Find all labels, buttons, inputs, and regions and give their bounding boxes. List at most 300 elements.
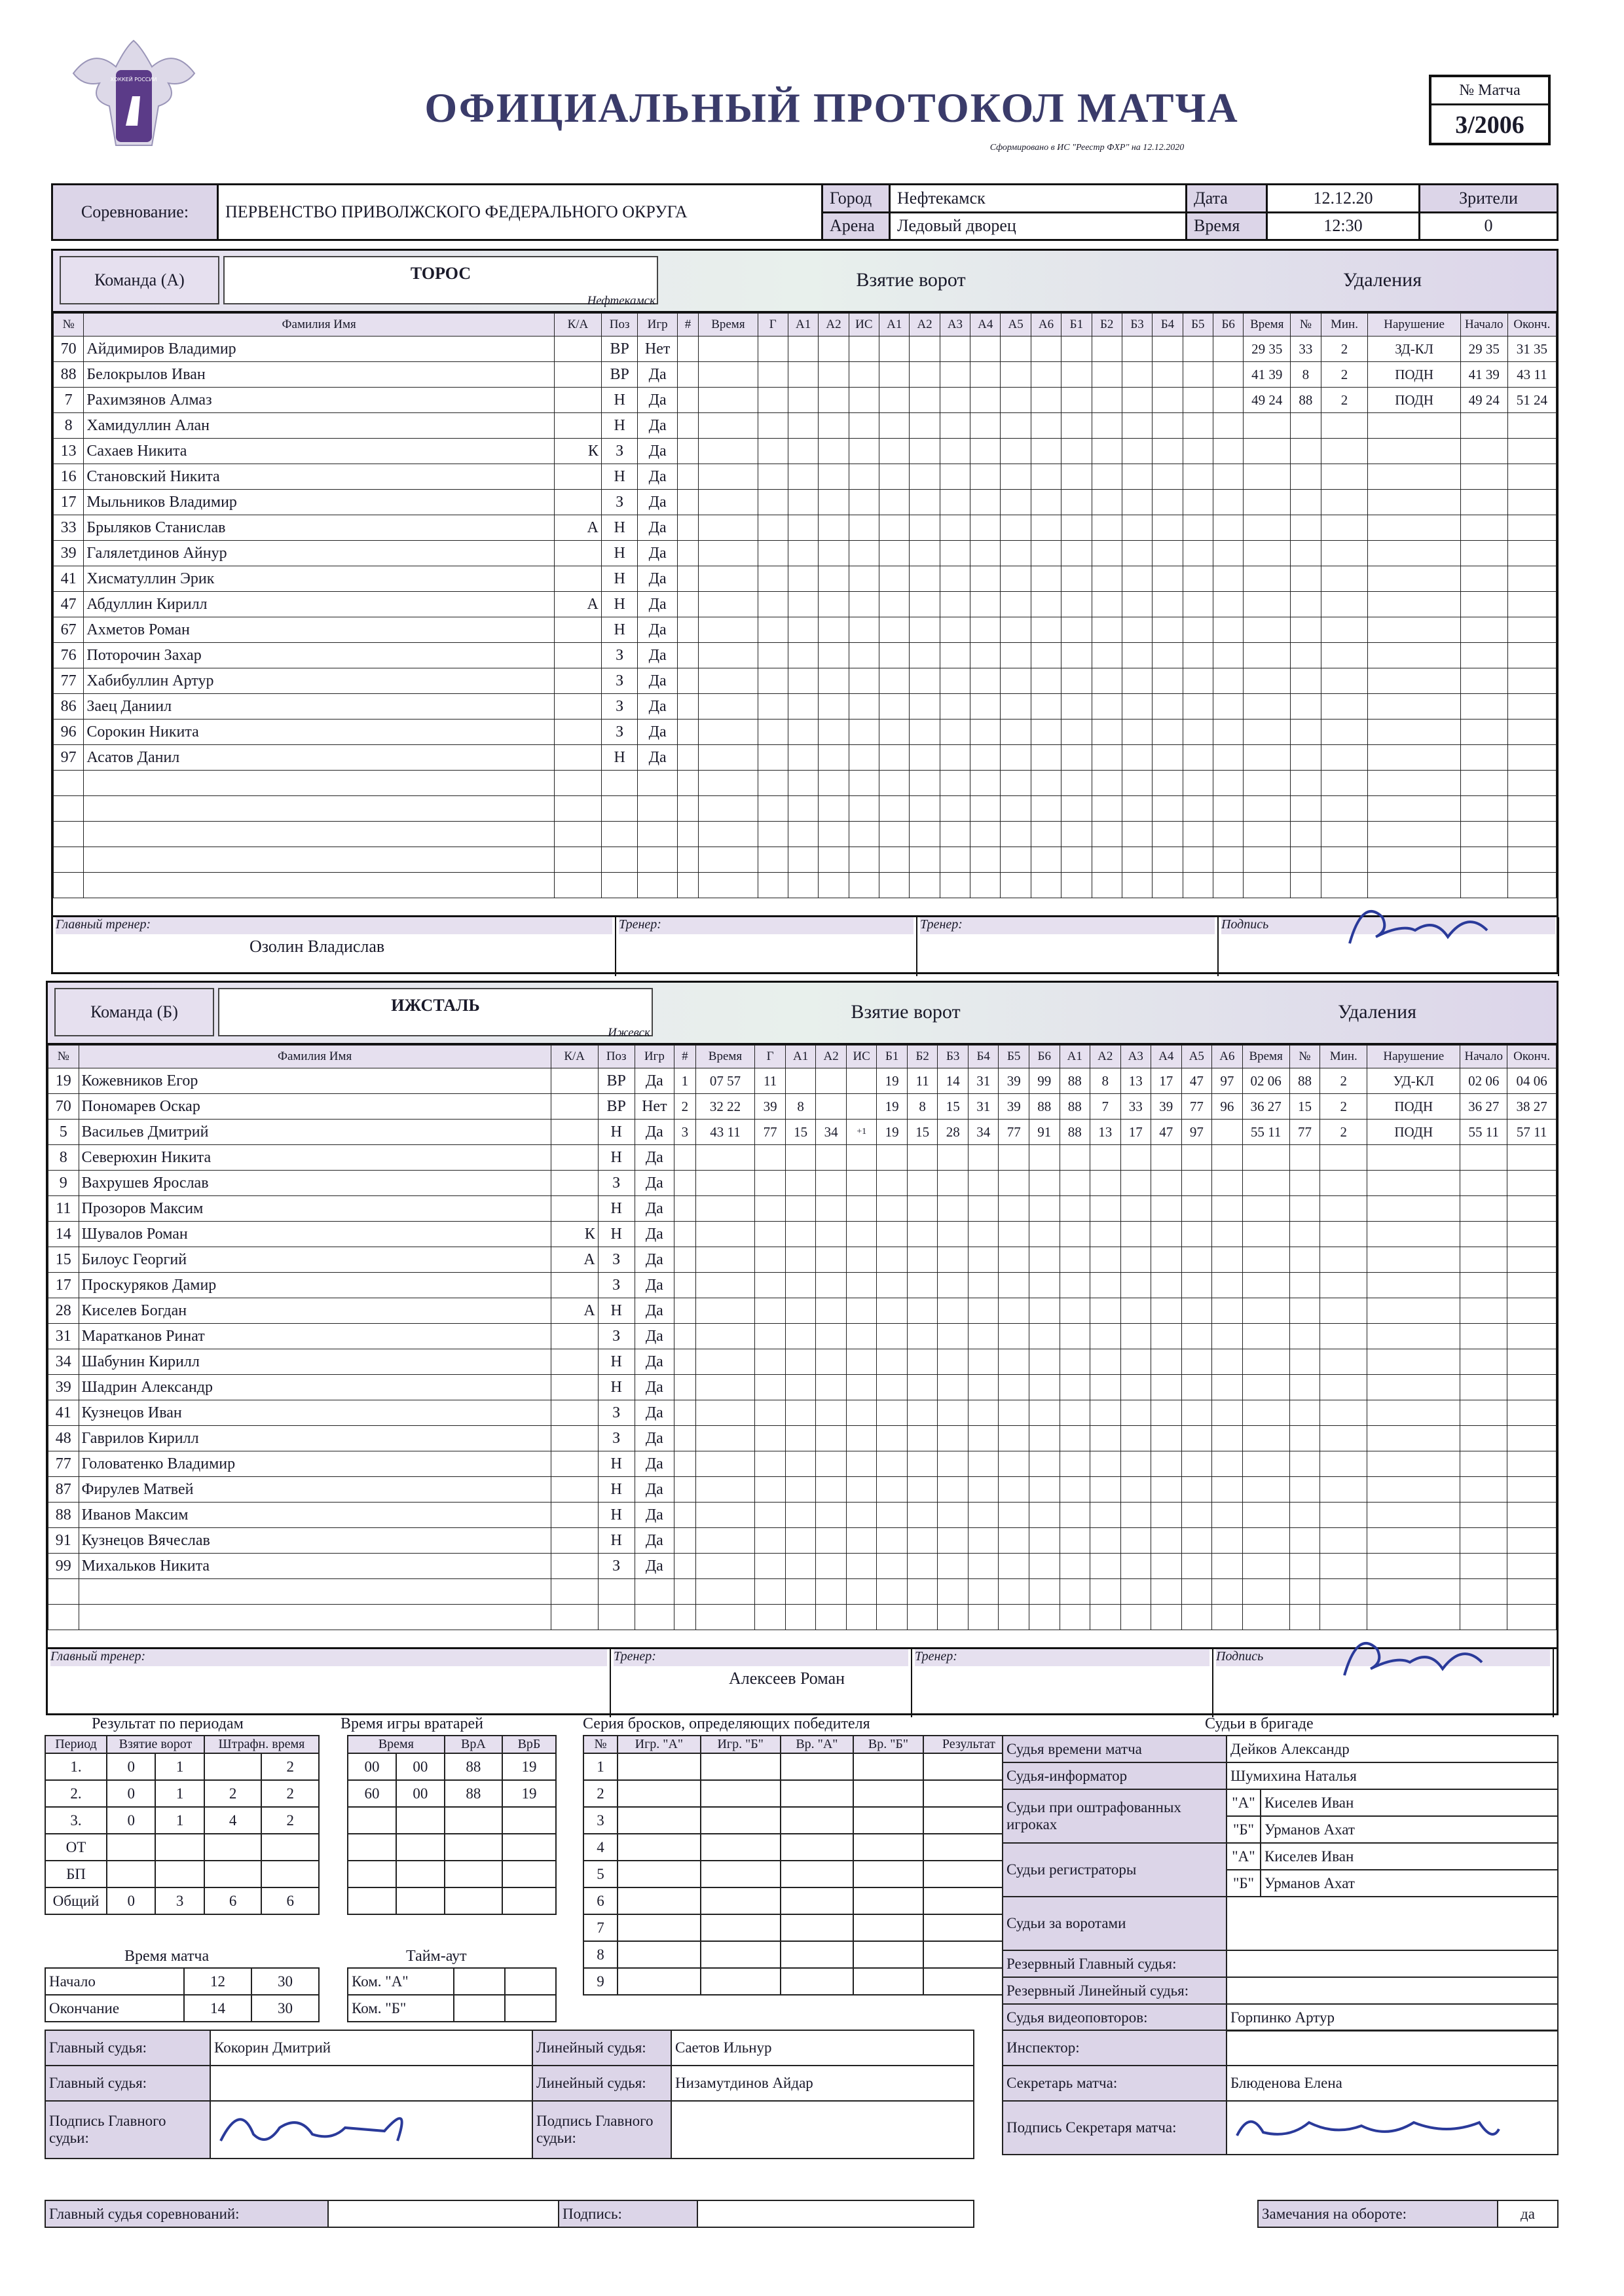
penalty-start [1460, 464, 1507, 490]
goal-cell [785, 1324, 816, 1349]
goal-cell [879, 873, 910, 898]
period-penalty [204, 1861, 262, 1887]
goal-cell [1153, 643, 1183, 668]
goal-cell [938, 1171, 969, 1196]
penalty-minutes [1321, 822, 1368, 847]
goal-cell: 31 [968, 1094, 999, 1120]
player-ka [551, 1451, 598, 1477]
table-row [348, 1861, 556, 1887]
player-ka [551, 1171, 598, 1196]
shootout-cell [618, 1968, 701, 1995]
teamB-roster-table [48, 1045, 1557, 1630]
player-number [54, 822, 84, 847]
penalty-minutes: 2 [1321, 388, 1368, 413]
penalty-start [1460, 1554, 1507, 1579]
goal-cell [910, 796, 940, 822]
goal-cell [1029, 1247, 1060, 1273]
goal-cell [970, 490, 1001, 515]
penalty-minutes [1320, 1196, 1367, 1222]
goal-cell [1122, 566, 1152, 592]
table-row [583, 1887, 1014, 1914]
goal-cell [1061, 592, 1092, 617]
coach-label: Тренер: [614, 1649, 908, 1666]
penalty-player-no [1291, 515, 1321, 541]
player-ka [554, 720, 601, 745]
goal-cell [755, 1375, 786, 1400]
penalty-violation [1367, 1298, 1460, 1324]
goal-cell: 88 [1060, 1094, 1090, 1120]
penalty-player-no [1289, 1349, 1320, 1375]
match-start-min: 30 [251, 1968, 319, 1995]
goal-cell [785, 1554, 816, 1579]
penalty-time [1244, 745, 1291, 771]
team-label: Команда (Б) [54, 988, 214, 1036]
goal-cell [695, 1171, 755, 1196]
team-header-band [48, 983, 1557, 1045]
goal-cell [999, 1324, 1029, 1349]
goal-cell [907, 1426, 938, 1451]
goal-cell [940, 847, 970, 873]
goal-cell [816, 1222, 847, 1247]
penalty-violation: УД-КЛ [1367, 1068, 1460, 1094]
penalty-violation [1367, 1349, 1460, 1375]
goal-cell [879, 592, 910, 617]
goal-cell [1001, 720, 1031, 745]
penalty-start [1460, 1451, 1507, 1477]
goal-cell [1120, 1196, 1151, 1222]
goal-cell [877, 1324, 908, 1349]
goal-cell [758, 464, 788, 490]
goal-cell: 88 [1060, 1068, 1090, 1094]
penalty-end [1507, 643, 1556, 668]
goal-cell [1031, 464, 1061, 490]
goal-cell [849, 745, 879, 771]
goals-col-header: # [674, 1046, 696, 1068]
goals-col-header: Время [699, 314, 758, 337]
goal-cell [877, 1528, 908, 1554]
goal-cell: 39 [999, 1094, 1029, 1120]
goal-cell [1090, 1273, 1121, 1298]
table-row [48, 1349, 1557, 1375]
goal-cell [1060, 1196, 1090, 1222]
goal-cell [1060, 1579, 1090, 1605]
player-played: Да [638, 694, 677, 720]
goal-cell [846, 1171, 877, 1196]
period-penalty [204, 1834, 262, 1861]
penalty-col-header: Нарушение [1368, 314, 1460, 337]
penalty-time-sec: 06 [1267, 1072, 1282, 1089]
penalty-end [1507, 720, 1556, 745]
goal-cell [1151, 1426, 1182, 1451]
goal-cell [819, 617, 849, 643]
goal-cell [758, 541, 788, 566]
player-played: Да [638, 566, 677, 592]
penalty-player-no: 15 [1289, 1094, 1320, 1120]
penalty-player-no: 77 [1289, 1120, 1320, 1145]
goal-cell [785, 1451, 816, 1477]
player-ka [551, 1528, 598, 1554]
goal-cell [816, 1554, 847, 1579]
goal-cell [1153, 566, 1183, 592]
goal-cell [1122, 490, 1152, 515]
table-row [48, 1528, 1557, 1554]
goal-cell [699, 362, 758, 388]
penalty-end [1507, 1094, 1557, 1120]
shootout-cell [853, 1807, 923, 1834]
goal-cell [758, 388, 788, 413]
penalty-end [1507, 1503, 1557, 1528]
player-name: Брыляков Станислав [84, 515, 555, 541]
penalty-minutes: 2 [1321, 362, 1368, 388]
goal-cell [758, 592, 788, 617]
goal-cell [695, 1579, 755, 1605]
goal-cell [846, 1349, 877, 1375]
goalie-cell [348, 1887, 396, 1914]
penalty-end [1507, 1579, 1557, 1605]
penalty-time-sec: 27 [1267, 1098, 1282, 1114]
goal-cell [1181, 1298, 1212, 1324]
players-name-header: Фамилия Имя [79, 1046, 551, 1068]
goal-cell [1151, 1298, 1182, 1324]
goals-col-header: А1 [785, 1046, 816, 1068]
player-number: 13 [54, 439, 84, 464]
player-position: Н [601, 464, 638, 490]
table-row [45, 1861, 319, 1887]
penalty-time-min: 36 [1250, 1098, 1264, 1114]
player-name: Хамидуллин Алан [84, 413, 555, 439]
goal-cell [1183, 541, 1213, 566]
player-name: Шувалов Роман [79, 1222, 551, 1247]
penalty-time [1244, 515, 1291, 541]
goal-cell [785, 1528, 816, 1554]
goal-cell [819, 720, 849, 745]
goal-cell [940, 388, 970, 413]
penalty-time [1244, 822, 1291, 847]
player-number: 7 [54, 388, 84, 413]
player-number: 17 [54, 490, 84, 515]
goal-cell [1092, 592, 1122, 617]
goal-cell [999, 1375, 1029, 1400]
player-position: Н [598, 1528, 635, 1554]
competition-value: ПЕРВЕНСТВО ПРИВОЛЖСКОГО ФЕДЕРАЛЬНОГО ОКРУГА [218, 185, 822, 240]
main-ref-signature-label: Подпись Главного судьи: [45, 2101, 210, 2159]
goal-cell [1060, 1426, 1090, 1451]
player-position: Н [598, 1196, 635, 1222]
goal-cell [938, 1375, 969, 1400]
table-row [48, 1477, 1557, 1503]
goal-cell [1092, 643, 1122, 668]
penalty-player-no [1289, 1247, 1320, 1273]
player-ka [554, 643, 601, 668]
table-row [45, 1834, 319, 1861]
table-row [54, 464, 1557, 490]
penalty-end [1507, 592, 1556, 617]
goal-cell [819, 362, 849, 388]
player-played: Да [635, 1451, 674, 1477]
goal-cell [674, 1145, 696, 1171]
goal-cell [1212, 1375, 1243, 1400]
goal-cell [1031, 822, 1061, 847]
timeout-table [347, 1967, 557, 2022]
penalty-minutes: 2 [1320, 1120, 1367, 1145]
penalty-start [1460, 745, 1507, 771]
goal-cell [758, 847, 788, 873]
goal-cell [1122, 694, 1152, 720]
match-time-title: Время матча [124, 1948, 210, 1965]
penalty-start [1460, 1247, 1507, 1273]
match-time-table [45, 1967, 320, 2022]
goal-cell [907, 1196, 938, 1222]
period-goals: 1 [155, 1807, 204, 1834]
goal-cell [695, 1094, 755, 1120]
goal-cell [907, 1273, 938, 1298]
inspector-label: Инспектор: [1003, 2030, 1227, 2066]
player-ka [551, 1375, 598, 1400]
player-name: Прозоров Максим [79, 1196, 551, 1222]
goal-cell [1212, 1426, 1243, 1451]
player-played: Да [638, 515, 677, 541]
penalty-violation [1367, 1222, 1460, 1247]
penalty-col-header: Оконч. [1507, 1046, 1557, 1068]
penalty-end [1507, 439, 1556, 464]
goalie-cell [502, 1861, 556, 1887]
penalty-time [1244, 566, 1291, 592]
match-info-table [51, 183, 1559, 241]
penalty-time-sec: 24 [1268, 392, 1283, 408]
penalty-time [1244, 464, 1291, 490]
goal-cell: 3 [674, 1120, 696, 1145]
player-played: Да [638, 413, 677, 439]
goal-cell [1029, 1451, 1060, 1477]
informer-label: Судья-информатор [1003, 1762, 1227, 1789]
penalty-end [1507, 1349, 1557, 1375]
player-number: 87 [48, 1477, 79, 1503]
pos-header: Поз [601, 314, 638, 337]
goal-cell [1031, 566, 1061, 592]
goals-title: Взятие ворот [856, 269, 966, 291]
goal-cell [1212, 1222, 1243, 1247]
goal-cell [1060, 1375, 1090, 1400]
goal-cell [1122, 822, 1152, 847]
goal-cell [968, 1349, 999, 1375]
player-name: Айдимиров Владимир [84, 337, 555, 362]
goal-cell [1151, 1554, 1182, 1579]
goal-cell [695, 1554, 755, 1579]
goal-cell [940, 668, 970, 694]
main-ref-label-2: Главный судья: [45, 2066, 210, 2101]
player-name: Поторочин Захар [84, 643, 555, 668]
goal-cell [940, 694, 970, 720]
player-played: Да [635, 1554, 674, 1579]
player-ka [554, 745, 601, 771]
goalie-cell [502, 1887, 556, 1914]
goal-judges-label: Судьи за воротами [1003, 1897, 1227, 1950]
goal-cell [846, 1247, 877, 1273]
team-label: Команда (А) [60, 256, 219, 304]
penalty-start-min: 02 [1468, 1072, 1483, 1089]
period-penalty: 6 [261, 1887, 319, 1914]
player-position: Н [598, 1477, 635, 1503]
goal-cell [877, 1298, 908, 1324]
table-row [54, 771, 1557, 796]
goal-cell [970, 566, 1001, 592]
player-number: 41 [48, 1400, 79, 1426]
goal-cell: 19 [877, 1068, 908, 1094]
goal-cell [849, 337, 879, 362]
penalty-violation [1368, 413, 1460, 439]
goal-cell [1213, 388, 1243, 413]
goal-cell [1122, 720, 1152, 745]
goal-cell [758, 337, 788, 362]
penalty-minutes [1320, 1298, 1367, 1324]
penalty-player-no [1289, 1477, 1320, 1503]
penalty-time [1242, 1273, 1289, 1298]
goal-cell [846, 1528, 877, 1554]
goal-cell [1092, 362, 1122, 388]
goal-cell: 19 [877, 1120, 908, 1145]
table-row [48, 1120, 1557, 1145]
penalty-start-sec: 35 [1485, 340, 1500, 357]
goal-cell [1001, 439, 1031, 464]
penalty-time [1242, 1451, 1289, 1477]
goal-cell [816, 1324, 847, 1349]
goal-cell [1181, 1375, 1212, 1400]
penalty-violation [1367, 1145, 1460, 1171]
goal-cell: 34 [816, 1120, 847, 1145]
player-played: Да [635, 1171, 674, 1196]
penalty-violation [1368, 771, 1460, 796]
head-coach-name: Озолин Владислав [249, 937, 385, 956]
penalty-player-no [1289, 1222, 1320, 1247]
penalty-start [1460, 1273, 1507, 1298]
goal-cell: +1 [846, 1120, 877, 1145]
goal-cell [1092, 771, 1122, 796]
goal-cell [849, 796, 879, 822]
penalty-minutes [1320, 1579, 1367, 1605]
penalty-time [1242, 1400, 1289, 1426]
goalie-cell: 19 [502, 1753, 556, 1780]
player-position: З [601, 643, 638, 668]
goal-cell [785, 1605, 816, 1630]
player-number [54, 771, 84, 796]
penalty-time [1242, 1222, 1289, 1247]
goal-cell [1029, 1324, 1060, 1349]
penalty-start [1460, 362, 1507, 388]
main-ref-1: Кокорин Дмитрий [210, 2030, 532, 2066]
goal-cell [999, 1349, 1029, 1375]
goal-cell [938, 1298, 969, 1324]
teamA-roster-table [53, 313, 1557, 898]
goal-cell [699, 796, 758, 822]
penalty-player-no [1291, 643, 1321, 668]
goal-cell [1153, 617, 1183, 643]
player-played: Нет [635, 1094, 674, 1120]
goal-cell [816, 1426, 847, 1451]
goal-cell [1090, 1298, 1121, 1324]
goal-cell [1212, 1273, 1243, 1298]
goal-cell [1031, 337, 1061, 362]
table-row [48, 1298, 1557, 1324]
penalty-time [1244, 592, 1291, 617]
goal-cell [1090, 1375, 1121, 1400]
penalty-end [1507, 464, 1556, 490]
goal-cell [758, 362, 788, 388]
generated-note: Сформировано в ИС "Реестр ФХР" на 12.12.2020 [989, 143, 1185, 153]
penalty-col-header: Время [1242, 1046, 1289, 1068]
shootout-cell [701, 1887, 781, 1914]
goal-cell [755, 1503, 786, 1528]
shootout-cell [853, 1753, 923, 1780]
penalty-violation [1368, 439, 1460, 464]
goal-cell [816, 1477, 847, 1503]
goal-cell [1092, 490, 1122, 515]
goal-cell [846, 1068, 877, 1094]
table-row [583, 1834, 1014, 1861]
penalty-col-header: Оконч. [1507, 314, 1556, 337]
penalty-minutes [1321, 439, 1368, 464]
goal-cell [846, 1554, 877, 1579]
goal-cell [1061, 490, 1092, 515]
goal-cell [1120, 1605, 1151, 1630]
shootout-number: 1 [583, 1753, 618, 1780]
penalty-time [1244, 362, 1291, 388]
player-position: Н [598, 1222, 635, 1247]
player-number: 70 [54, 337, 84, 362]
penalty-end [1507, 1222, 1557, 1247]
player-name: Асатов Данил [84, 745, 555, 771]
goal-cell [846, 1605, 877, 1630]
shootout-cell [923, 1753, 1014, 1780]
goal-cell [846, 1094, 877, 1120]
penalties-title: Удаления [1337, 1001, 1417, 1023]
goal-cell [755, 1400, 786, 1426]
coach-cell [917, 917, 1219, 976]
goal-cell [970, 873, 1001, 898]
player-ka [554, 362, 601, 388]
goal-cell [1001, 388, 1031, 413]
goal-cell [846, 1400, 877, 1426]
goal-cell [785, 1298, 816, 1324]
goal-cell [785, 1375, 816, 1400]
goal-cell [755, 1451, 786, 1477]
secretary-signature-label: Подпись Секретаря матча: [1003, 2101, 1227, 2155]
goal-cell: 31 [968, 1068, 999, 1094]
player-ka [554, 668, 601, 694]
penalty-end [1507, 668, 1556, 694]
goal-cell [695, 1426, 755, 1451]
periods-table [45, 1735, 320, 1915]
goal-cell [758, 745, 788, 771]
goal-cell [1029, 1349, 1060, 1375]
goal-cell [755, 1554, 786, 1579]
goal-cell [877, 1375, 908, 1400]
goal-cell [1092, 337, 1122, 362]
goal-cell [674, 1554, 696, 1579]
goal-cell [1153, 694, 1183, 720]
goal-cell [1153, 796, 1183, 822]
goal-cell [1031, 796, 1061, 822]
penalty-end-sec: 11 [1534, 1123, 1547, 1140]
penalty-time [1244, 617, 1291, 643]
shootout-cell [781, 1753, 854, 1780]
penalty-minutes [1320, 1528, 1367, 1554]
goal-cell [938, 1349, 969, 1375]
goal-cell [1151, 1145, 1182, 1171]
penalty-minutes [1321, 515, 1368, 541]
penalty-start [1460, 1426, 1507, 1451]
goal-cell [1213, 439, 1243, 464]
goal-cell [758, 643, 788, 668]
